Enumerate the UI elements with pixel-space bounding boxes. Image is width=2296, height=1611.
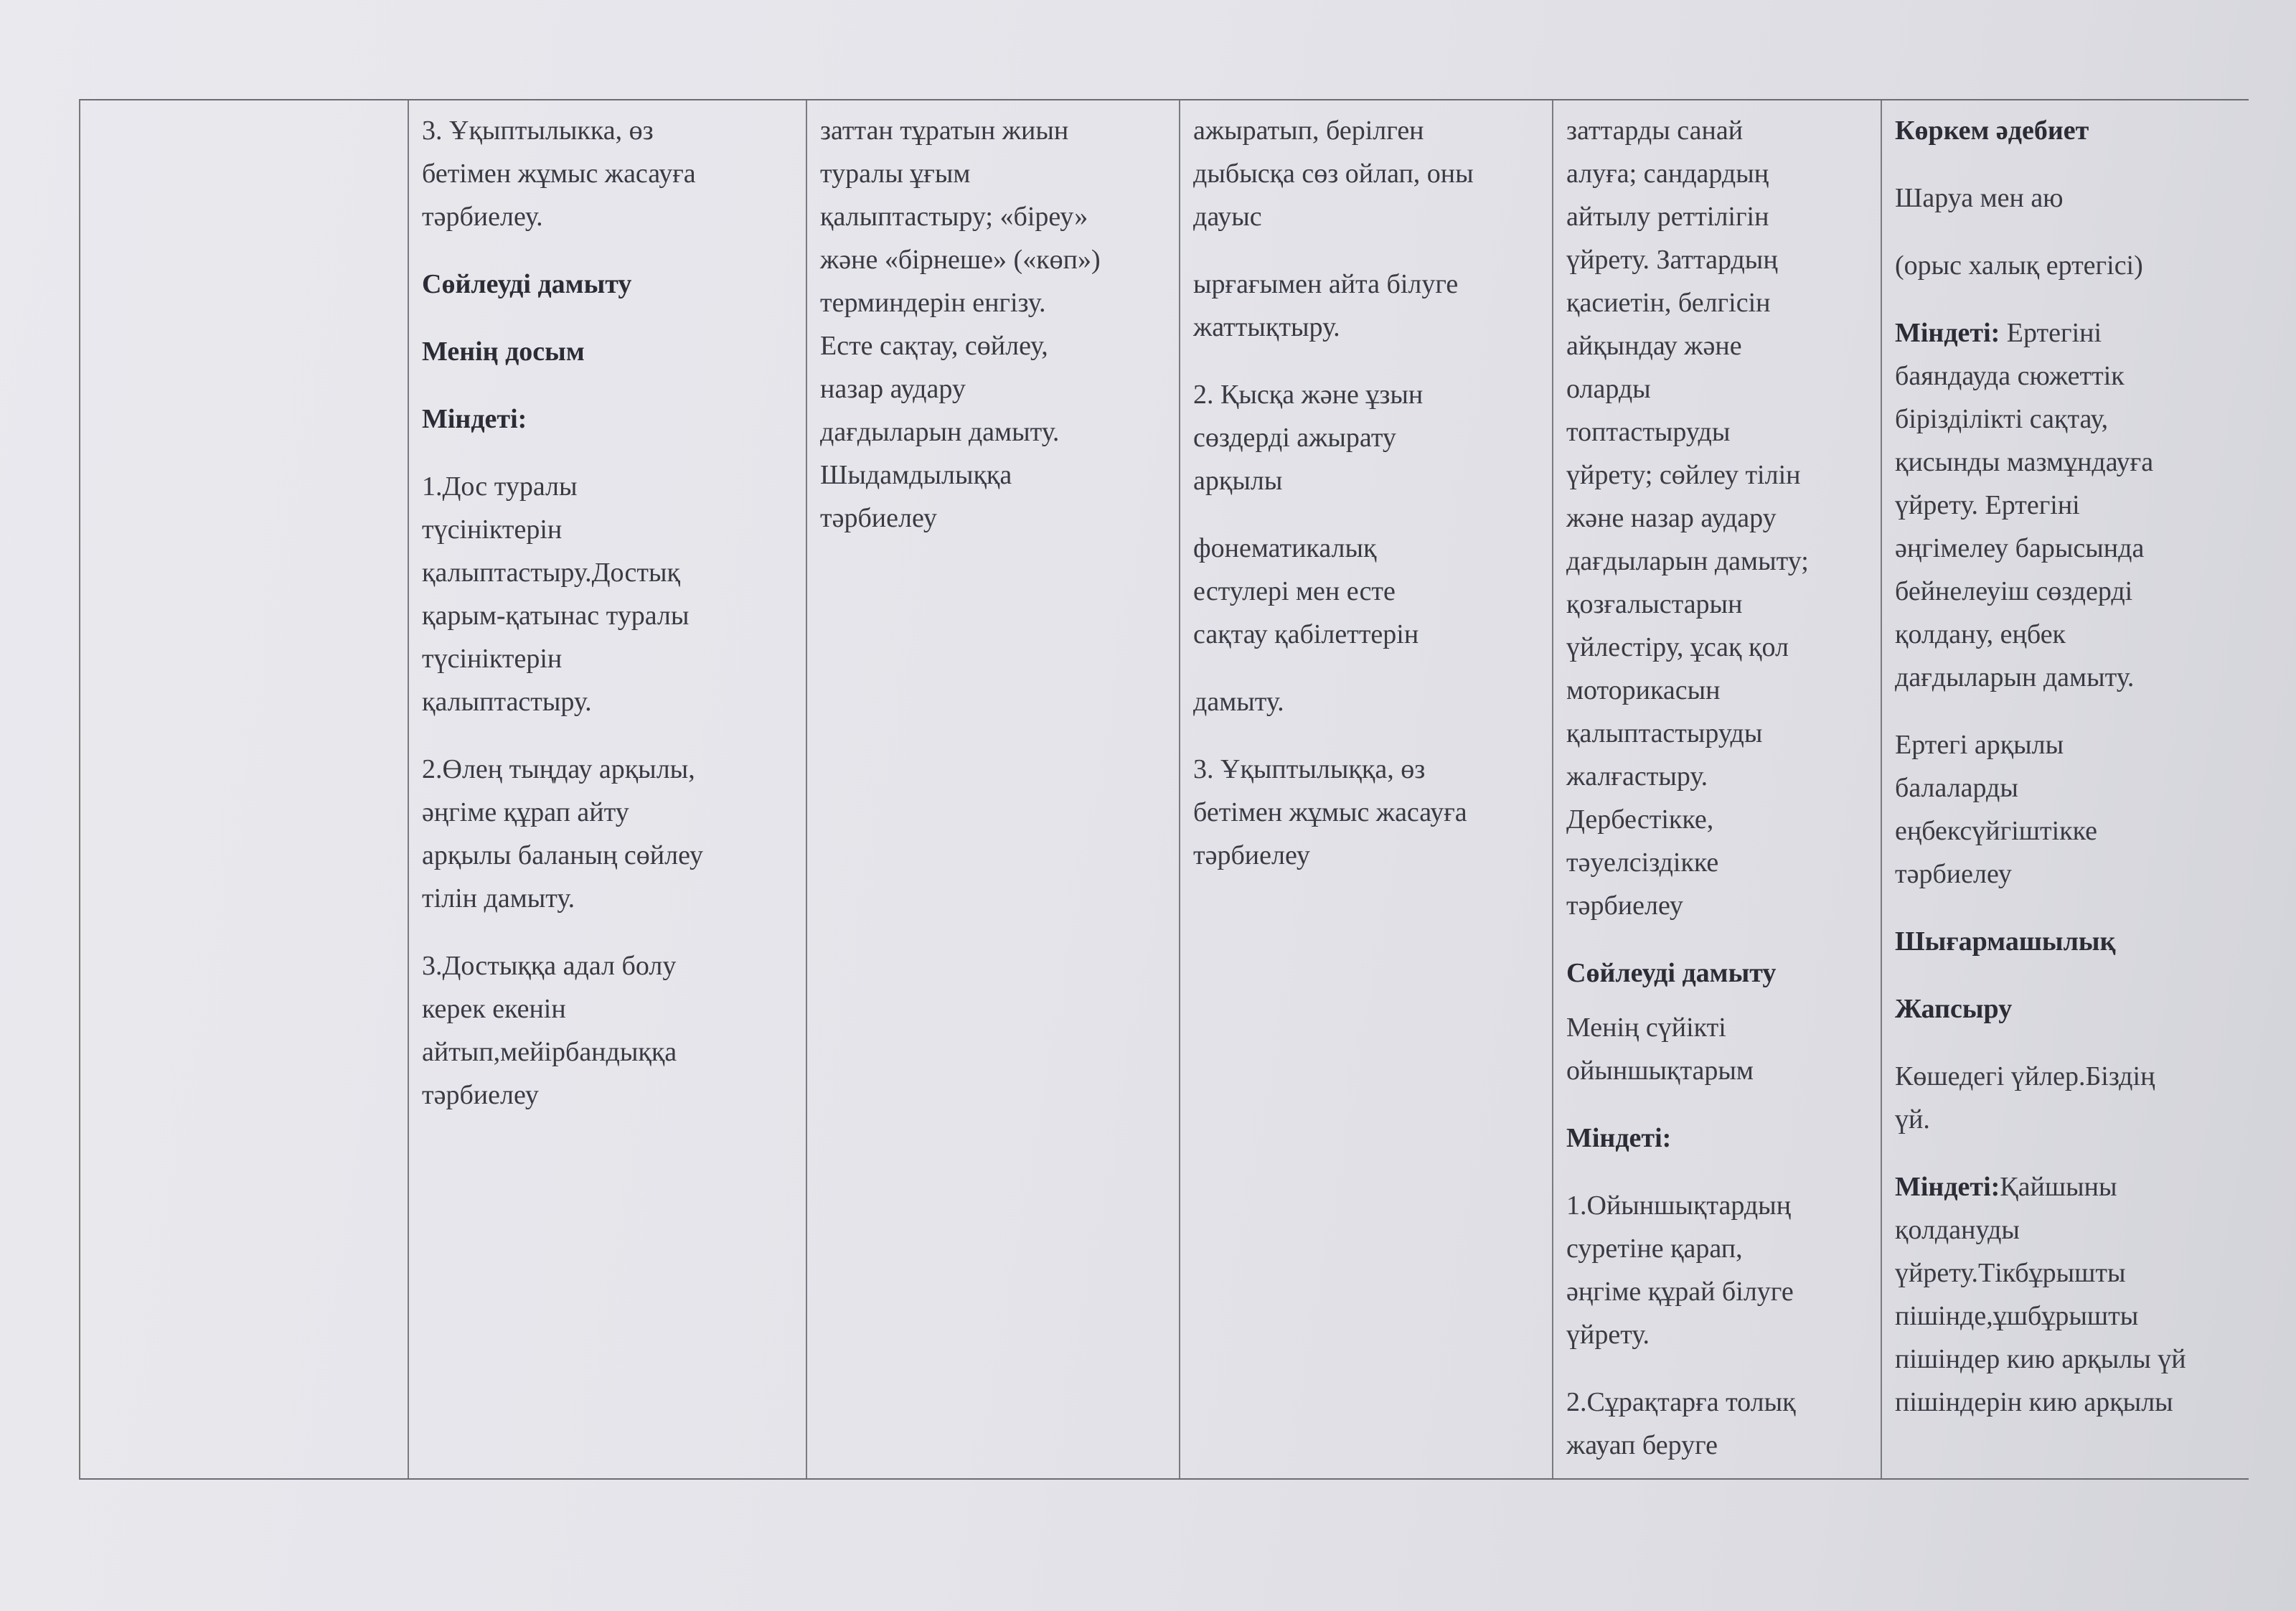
col4-paragraph-6: 3. Ұқыптылыққа, өз бетімен жұмыс жасауға тәрбиелеу xyxy=(1193,754,1467,870)
col6-task-1-text: Ертегіні баяндауда сюжеттік бірізділікті сақтау, қисынды мазмұндауға үйрету. Ертегіні әңгімелеу барысында бейнелеуіш сөздерді қолдану, еңбек дағдыларын дамыту. xyxy=(1895,318,2154,692)
table-column-3 xyxy=(807,100,1180,1478)
col5-task-1: 1.Ойыншықтардың суретіне қарап, әңгіме құрай білуге үйрету. xyxy=(1566,1190,1794,1350)
col2-task-1: 1.Дос туралы түсініктерін қалыптастыру.Достық қарым-қатынас туралы түсініктерін қалыптастыру. xyxy=(422,471,690,717)
col5-heading-speech-development: Сөйлеуді дамыту xyxy=(1566,958,1777,988)
col6-heading-creativity: Шығармашылық xyxy=(1895,926,2116,957)
col6-task-2 xyxy=(1895,1165,2237,1424)
col2-paragraph-1: 3. Ұқыптылыкка, өз бетімен жұмыс жасауға тәрбиелеу. xyxy=(422,116,696,232)
plan-table xyxy=(79,99,2249,1480)
col4-paragraph-2: ырғағымен айта білуге жаттықтыру. xyxy=(1193,269,1459,342)
col4-paragraph-5: дамыту. xyxy=(1193,687,1284,717)
col6-heading-literature: Көркем әдебиет xyxy=(1895,116,2089,146)
col6-task-2-text: Қайшыны қолдануды үйрету.Тікбұрышты пішінде,ұшбұрышты пішіндер кию арқылы үй пішіндерін кию арқылы xyxy=(1895,1172,2186,1417)
col2-heading-speech-development: Сөйлеуді дамыту xyxy=(422,269,632,299)
table-column-6 xyxy=(1882,100,2249,1478)
col4-paragraph-4: фонематикалық естулері мен есте сақтау қабілеттерін xyxy=(1193,533,1419,649)
col6-story-origin: (орыс халық ертегісі) xyxy=(1895,250,2143,281)
col4-paragraph-1: ажыратып, берілген дыбысқа сөз ойлап, оны дауыс xyxy=(1193,116,1474,232)
col6-task-1 xyxy=(1895,311,2237,699)
col6-task-label-1: Міндеті: xyxy=(1895,318,2000,348)
col6-task-label-2: Міндеті: xyxy=(1895,1172,2000,1202)
col6-heading-applique: Жапсыру xyxy=(1895,994,2013,1024)
col6-topic-title: Көшедегі үйлер.Біздің үй. xyxy=(1895,1061,2155,1135)
col2-task-2: 2.Өлең тыңдау арқылы, әңгіме құрап айту арқылы баланың сөйлеу тілін дамыту. xyxy=(422,754,704,913)
col3-paragraph-1: заттан тұратын жиын туралы ұғым қалыптастыру; «біреу» және «бірнеше» («көп») терминдерін енгізу. Есте сақтау, сөйлеу, назар аудару дағдыларын дамыту. Шыдамдылыққа тәрбиелеу xyxy=(820,116,1101,533)
col2-topic-title: Менің досым xyxy=(422,337,585,367)
table-column-4 xyxy=(1180,100,1553,1478)
col2-task-label: Міндеті: xyxy=(422,404,527,434)
col6-paragraph-5: Ертегі арқылы балаларды еңбексүйгіштікке тәрбиелеу xyxy=(1895,730,2098,889)
col6-story-title: Шаруа мен аю xyxy=(1895,183,2064,213)
table-column-5 xyxy=(1553,100,1882,1478)
col4-paragraph-3: 2. Қысқа және ұзын сөздерді ажырату арқылы xyxy=(1193,380,1424,496)
table-column-2 xyxy=(409,100,807,1478)
col5-paragraph-1: заттарды санай алуға; сандардың айтылу реттілігін үйрету. Заттардың қасиетін, белгісін айқындау және оларды топтастыруды үйрету; сөйлеу тілін және назар аудару дағдыларын дамыту; қозғалыстарын үйлестіру, ұсақ қол моторикасын қалыптастыруды жалғастыру. Дербестікке, тәуелсіздікке тәрбиелеу xyxy=(1566,116,1809,921)
col2-task-3: 3.Достыққа адал болу керек екенін айтып,мейірбандыққа тәрбиелеу xyxy=(422,951,677,1110)
col5-task-2: 2.Сұрақтарға толық жауап беруге xyxy=(1566,1387,1796,1460)
col5-topic-title: Менің сүйікті ойыншықтарым xyxy=(1566,1013,1754,1086)
table-column-1 xyxy=(80,100,409,1478)
col5-task-label: Міндеті: xyxy=(1566,1123,1672,1153)
